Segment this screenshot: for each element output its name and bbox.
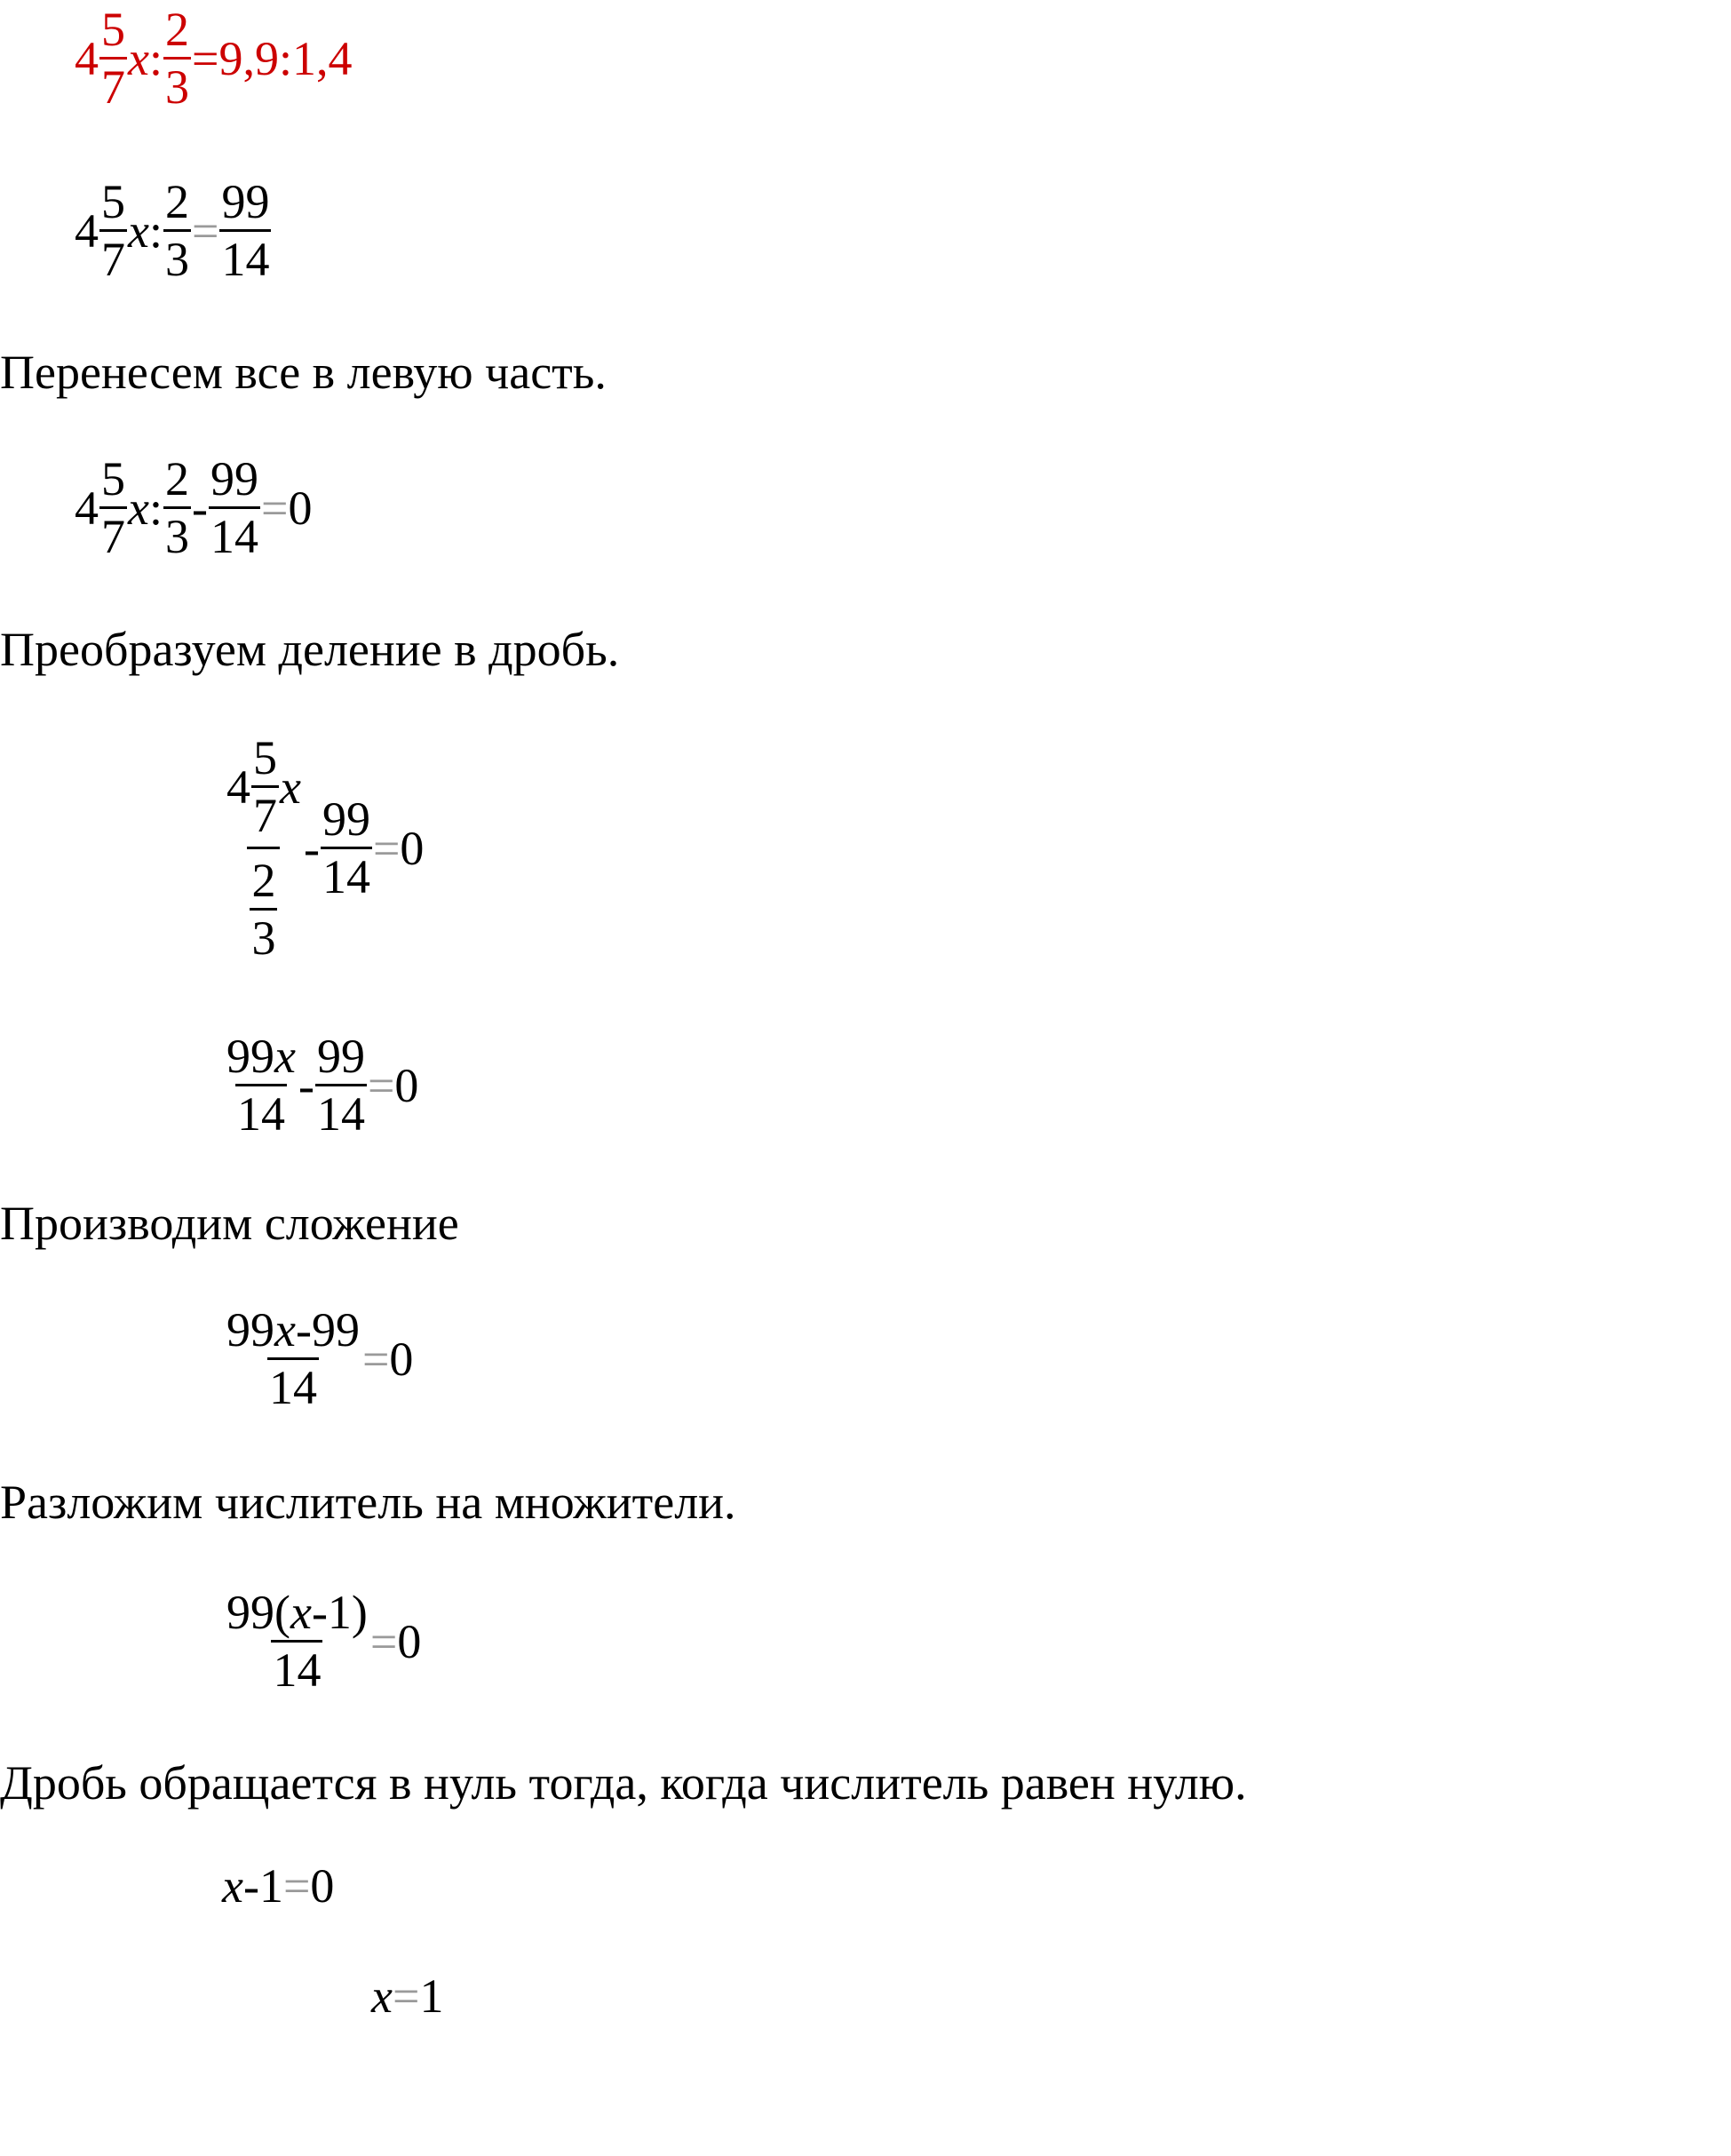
denominator: 14	[235, 1084, 287, 1138]
mixed-whole: 4	[75, 481, 99, 535]
equals-sign: =	[392, 1969, 420, 2023]
numerator	[225, 1588, 369, 1640]
zero: 0	[389, 1332, 414, 1386]
denominator: 3	[163, 506, 191, 561]
equation-step-7	[222, 1859, 335, 1913]
minus-sign: -	[303, 821, 320, 875]
equals-sign: =	[191, 31, 219, 85]
numerator: 99	[221, 175, 270, 228]
coefficient: 99	[226, 1303, 274, 1356]
complex-denominator	[247, 847, 280, 965]
fraction-factored	[225, 1586, 369, 1697]
denominator: 7	[99, 506, 127, 561]
numerator: 99	[210, 452, 258, 505]
zero: 0	[397, 1614, 422, 1668]
variable-x: x	[222, 1859, 243, 1913]
variable-x: x	[371, 1969, 393, 2023]
equals-sign: =	[282, 1859, 311, 1913]
variable-x: x	[128, 203, 149, 258]
fraction-99-14	[209, 452, 260, 563]
denominator: 3	[163, 229, 191, 283]
denominator: 14	[315, 1084, 367, 1138]
coefficient-open: 99(	[226, 1586, 290, 1639]
denominator: 14	[271, 1640, 322, 1694]
fraction-99x-14	[225, 1030, 298, 1141]
denominator: 14	[267, 1357, 319, 1412]
mixed-whole: 4	[226, 760, 250, 814]
fraction-99-14	[321, 792, 372, 903]
equation-step-6	[224, 1586, 422, 1697]
equals-sign: =	[260, 481, 289, 535]
mixed-whole: 4	[75, 203, 99, 258]
constant-term: -1	[242, 1859, 283, 1913]
minus-sign: -	[298, 1058, 314, 1112]
zero: 0	[400, 821, 425, 875]
equals-sign: =	[372, 821, 401, 875]
minus-sign: -	[191, 481, 208, 535]
numerator: 5	[253, 731, 277, 784]
explanation-convert-division: Преобразуем деление в дробь.	[0, 623, 620, 676]
fraction-five-sevenths	[99, 175, 127, 286]
explanation-move-left: Перенесем все в левую часть.	[0, 346, 607, 399]
fraction-two-thirds	[163, 3, 191, 114]
equation-step-2	[75, 452, 313, 563]
fraction-five-sevenths	[99, 452, 127, 563]
fraction-two-thirds	[163, 175, 191, 286]
numerator: 2	[164, 452, 189, 505]
denominator: 3	[250, 908, 277, 962]
complex-fraction	[225, 731, 303, 965]
variable-x: x	[290, 1586, 312, 1639]
equals-sign: =	[367, 1058, 395, 1112]
explanation-factor: Разложим числитель на множители.	[0, 1476, 736, 1529]
answer-value: 1	[419, 1969, 444, 2023]
variable-x: x	[128, 31, 149, 85]
denominator: 14	[219, 229, 271, 283]
equation-step-5	[224, 1303, 414, 1414]
fraction-five-sevenths	[99, 3, 127, 114]
numerator: 99	[322, 792, 370, 846]
denominator: 14	[209, 506, 260, 561]
numerator: 2	[164, 3, 189, 56]
coefficient: 99	[226, 1030, 274, 1083]
mixed-whole: 4	[75, 31, 99, 85]
division-sign: :	[148, 481, 163, 535]
complex-numerator	[225, 731, 303, 847]
numerator: 2	[251, 854, 276, 907]
denominator: 3	[163, 57, 191, 111]
variable-x: x	[274, 1030, 296, 1083]
numerator: 5	[101, 452, 125, 505]
numerator	[225, 1032, 298, 1084]
equation-given	[75, 3, 353, 114]
denominator: 7	[99, 57, 127, 111]
zero: 0	[310, 1859, 335, 1913]
denominator: 14	[321, 847, 372, 901]
equals-sign: =	[191, 203, 219, 258]
fraction-99-14	[219, 175, 271, 286]
fraction-99-14	[315, 1030, 367, 1141]
variable-x: x	[274, 1303, 296, 1356]
explanation-zero-numerator: Дробь обращается в нуль тогда, когда числитель равен нулю.	[0, 1756, 1247, 1810]
zero: 0	[394, 1058, 419, 1112]
zero: 0	[288, 481, 313, 535]
variable-x: x	[128, 481, 149, 535]
equation-step-4	[224, 1030, 419, 1141]
fraction-two-thirds	[163, 452, 191, 563]
numerator: 2	[164, 175, 189, 228]
numerator: 5	[101, 175, 125, 228]
numerator: 99	[316, 1030, 365, 1083]
division-sign: :	[148, 203, 163, 258]
denominator: 7	[251, 785, 279, 839]
equation-step-1	[75, 175, 272, 286]
denominator: 7	[99, 229, 127, 283]
fraction-two-thirds	[250, 854, 277, 965]
equation-step-3	[224, 731, 425, 965]
numerator	[225, 1303, 361, 1357]
term-close: -1)	[311, 1586, 368, 1639]
division-sign: :	[148, 31, 163, 85]
equals-sign: =	[361, 1332, 390, 1386]
fraction-combined	[225, 1303, 361, 1414]
right-side: 9,9:1,4	[218, 31, 353, 85]
equals-sign: =	[369, 1614, 398, 1668]
variable-x: x	[280, 760, 301, 814]
constant-term: -99	[295, 1303, 360, 1356]
explanation-addition: Производим сложение	[0, 1197, 459, 1250]
equation-answer	[371, 1969, 444, 2023]
fraction-five-sevenths	[251, 731, 279, 842]
numerator: 5	[101, 3, 125, 56]
